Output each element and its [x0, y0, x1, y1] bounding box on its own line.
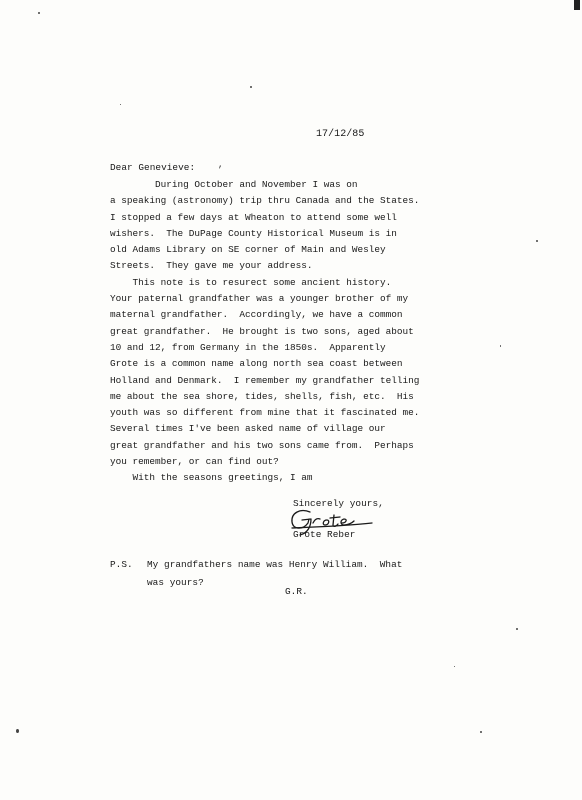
letter-body — [110, 177, 490, 487]
scan-speck — [250, 86, 252, 88]
body-line: This note is to resurect some ancient history. — [110, 276, 392, 288]
body-line: old Adams Library on SE corner of Main and Wesley — [110, 244, 386, 256]
body-line: youth was so different from mine that it fascinated me. — [110, 407, 420, 419]
letter-date: 17/12/85 — [316, 129, 365, 140]
postscript-text: was yours? — [147, 577, 204, 588]
postscript-text: My grandfathers name was Henry William. What — [147, 559, 403, 570]
body-line: great grandfather. He brought is two sons, aged about — [110, 325, 414, 337]
postscript-initials: G.R. — [285, 586, 308, 597]
body-line: maternal grandfather. Accordingly, we have a common — [110, 309, 403, 321]
scan-speck — [16, 729, 19, 733]
scan-speck — [536, 240, 538, 242]
body-line: Holland and Denmark. I remember my grandfather telling — [110, 374, 420, 386]
body-line: wishers. The DuPage County Historical Museum is in — [110, 227, 397, 239]
scan-speck — [500, 345, 501, 347]
body-line: Several times I've been asked name of village our — [110, 423, 386, 435]
typed-signature-name: Grote Reber — [293, 529, 356, 540]
postscript-label: P.S. — [110, 559, 133, 570]
salutation: Dear Genevieve: — [110, 162, 196, 173]
scan-speck — [120, 104, 121, 105]
body-line: During October and November I was on — [110, 179, 358, 190]
body-line: Streets. They gave me your address. — [110, 260, 313, 272]
body-line: a speaking (astronomy) trip thru Canada and the States. — [110, 195, 420, 207]
body-line: me about the sea shore, tides, shells, fish, etc. His — [110, 390, 414, 402]
body-line: I stopped a few days at Wheaton to attend some well — [110, 211, 397, 223]
scan-speck — [480, 731, 482, 733]
scan-edge-mark — [574, 0, 580, 10]
closing: Sincerely yours, — [293, 498, 384, 509]
scan-speck — [38, 12, 40, 14]
body-line: Your paternal grandfather was a younger brother of my — [110, 293, 409, 305]
body-line: Grote is a common name along north sea coast between — [110, 358, 403, 370]
body-line: With the seasons greetings, I am — [110, 472, 313, 484]
body-line: you remember, or can find out? — [110, 456, 279, 468]
scan-speck — [454, 666, 455, 667]
body-line: 10 and 12, from Germany in the 1850s. Apparently — [110, 341, 386, 353]
salutation-mark: , — [218, 160, 224, 170]
scan-speck — [516, 628, 518, 630]
body-line: great grandfather and his two sons came from. Perhaps — [110, 439, 414, 451]
